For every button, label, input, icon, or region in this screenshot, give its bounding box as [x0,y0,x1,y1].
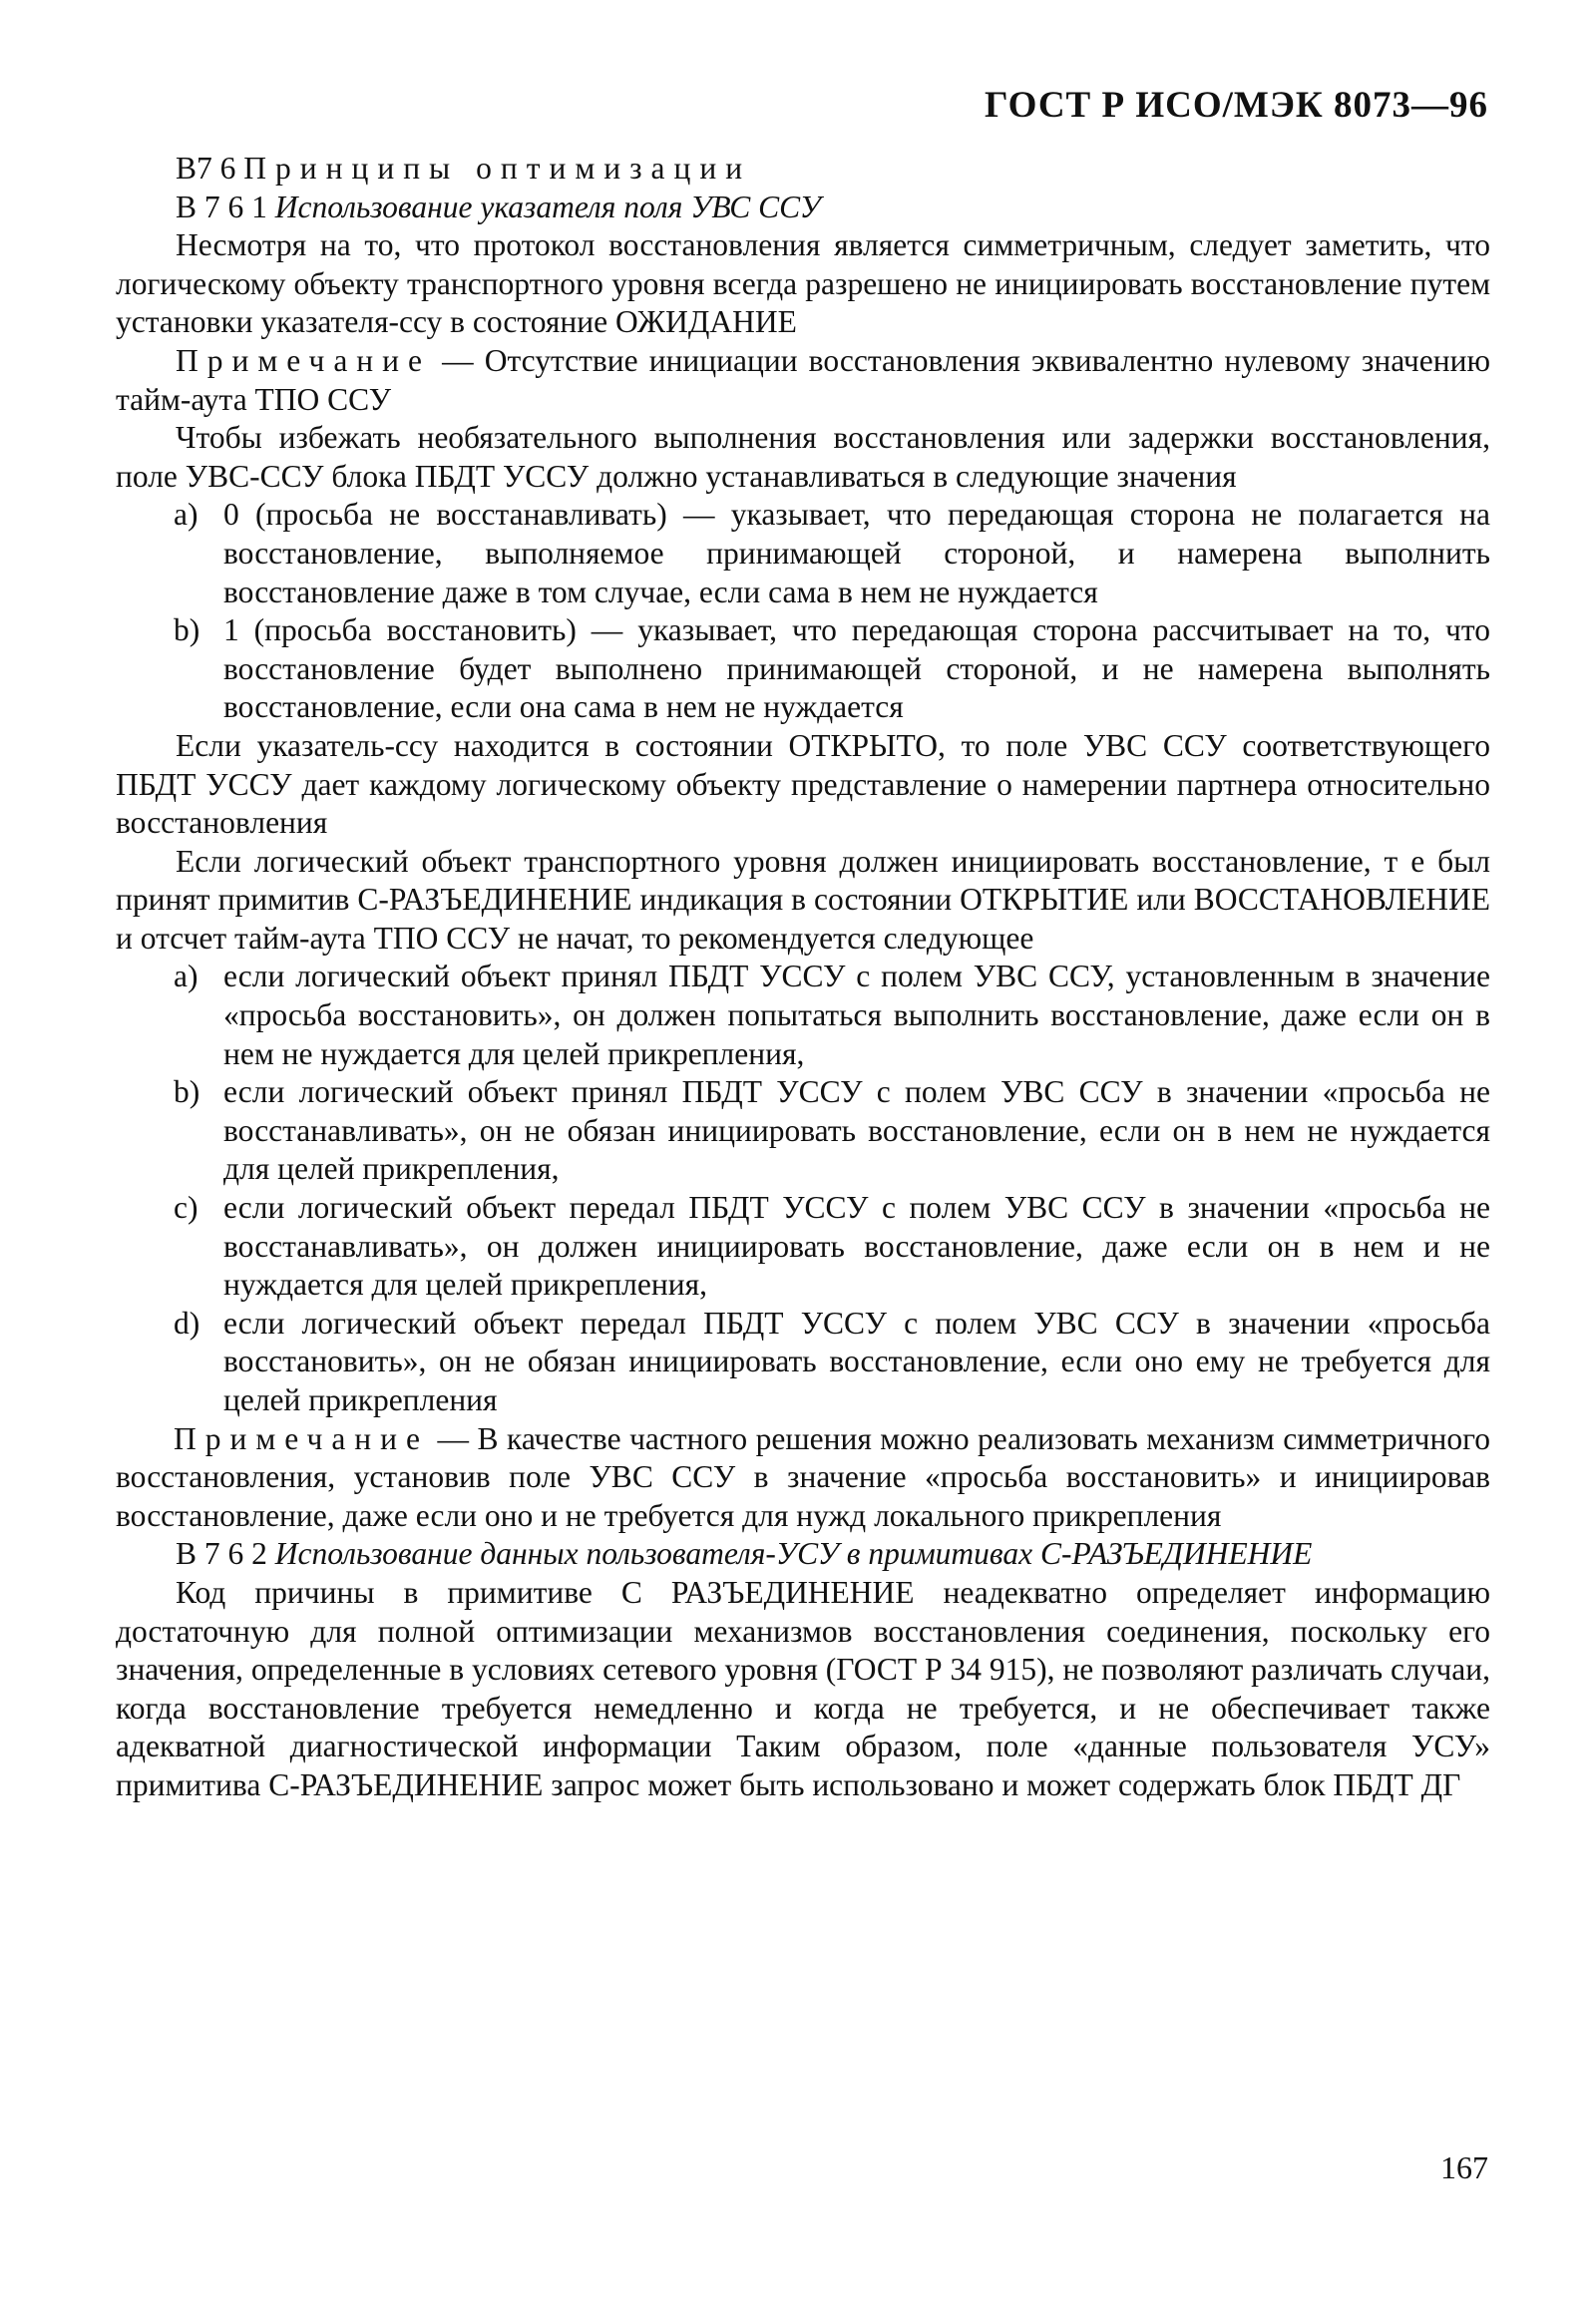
list-marker: d) [174,1305,200,1341]
note-label: Примечание [176,342,432,378]
subsection-title: Использование данных пользователя-УСУ в примитивах С-РАЗЪЕДИНЕНИЕ [274,1536,1313,1572]
list-item-text: 1 (просьба восстановить) — указывает, что передающая сторона рассчитывает на то, что восстановление будет выполнено принимающей стороной, и не намерена выполнять восстановление, если она сама в нем не нуждается [223,612,1490,725]
list-item [174,496,1490,611]
list-item-text: 0 (просьба не восстанавливать) — указывает, что передающая сторона не полагается на восстановление, выполняемое принимающей стороной, и намерена выполнить восстановление даже в том случае, если сама в нем не нуждается [223,497,1490,609]
paragraph: Код причины в примитиве С РАЗЪЕДИНЕНИЕ неадекватно определяет информацию достаточную для полной оптимизации механизмов восстановления соединения, поскольку его значения, определенные в условиях сетевого уровня (ГОСТ Р 34 915), не позволяют различать случаи, когда восстановление требуется немедленно и когда не требуется, и не обеспечивает также адекватной диагностической информации Таким образом, поле «данные пользователя УСУ» примитива С-РАЗЪЕДИНЕНИЕ запрос может быть использовано и может содержать блок ПБДТ ДГ [116,1574,1490,1802]
section-title: Принципы оптимизации [243,151,752,186]
document-header: ГОСТ Р ИСО/МЭК 8073—96 [984,85,1488,126]
list-item [174,1305,1490,1420]
list-item [174,611,1490,727]
note-label: Примечание [174,1420,430,1456]
list-item-text: если логический объект принял ПБДТ УССУ с полем УВС ССУ, установленным в значение «просьба восстановить», он должен попытаться выполнить восстановление, даже если он в нем не нуждается для целей прикрепления, [223,959,1490,1071]
subsection-heading-2 [116,1535,1490,1574]
subsection-number: В 7 6 2 [176,1536,267,1572]
list-item-text: если логический объект принял ПБДТ УССУ с полем УВС ССУ в значении «просьба не восстанавливать», он не обязан инициировать восстановление, если он в нем не нуждается для целей прикрепления, [223,1074,1490,1187]
page-number: 167 [1440,2149,1488,2185]
section-number: В7 6 [176,151,236,186]
list-item-text: если логический объект передал ПБДТ УССУ с полем УВС ССУ в значении «просьба не восстанавливать», он должен инициировать восстановление, даже если он в нем и не нуждается для целей прикрепления, [223,1190,1490,1303]
paragraph: Чтобы избежать необязательного выполнения восстановления или задержки восстановления, поле УВС-ССУ блока ПБДТ УССУ должно устанавливаться в следующие значения [116,420,1490,494]
list-marker: a) [174,959,199,994]
paragraph: Если логический объект транспортного уровня должен инициировать восстановление, т е был принят примитив С-РАЗЪЕДИНЕНИЕ индикация в состоянии ОТКРЫТИЕ или ВОССТАНОВЛЕНИЕ и отсчет тайм-аута ТПО ССУ не начат, то рекомендуется следующее [116,843,1490,956]
list-marker: a) [174,497,199,533]
paragraph: Если указатель-ссу находится в состоянии ОТКРЫТО, то поле УВС ССУ соответствующего ПБДТ УССУ дает каждому логическому объекту представление о намерении партнера относительно восстановления [116,727,1490,841]
note [116,1420,1490,1536]
list-marker: b) [174,1074,200,1110]
list-item [174,958,1490,1073]
list-marker: b) [174,612,200,648]
list-marker: c) [174,1190,199,1226]
subsection-number: В 7 6 1 [176,189,267,224]
list-item [174,1189,1490,1305]
page-body [116,150,1490,1805]
list-item-text: если логический объект передал ПБДТ УССУ с полем УВС ССУ в значении «просьба восстановить», он не обязан инициировать восстановление, если оно ему не требуется для целей прикрепления [223,1305,1490,1417]
paragraph: Несмотря на то, что протокол восстановления является симметричным, следует заметить, что логическому объекту транспортного уровня всегда разрешено не инициировать восстановление путем установки указателя-ссу в состояние ОЖИДАНИЕ [116,227,1490,340]
note-text: — В качестве частного решения можно реализовать механизм симметричного восстановления, установив поле УВС ССУ в значение «просьба восстановить» и инициировав восстановление, даже если оно и не требуется для нужд локального прикрепления [116,1420,1491,1533]
note [116,342,1490,419]
subsection-heading-1 [116,189,1490,227]
note-text: — Отсутствие инициации восстановления эквивалентно нулевому значению тайм-аута ТПО ССУ [116,342,1490,417]
list-item [174,1073,1490,1189]
section-heading [116,150,1490,189]
subsection-title: Использование указателя поля УВС ССУ [274,189,821,224]
